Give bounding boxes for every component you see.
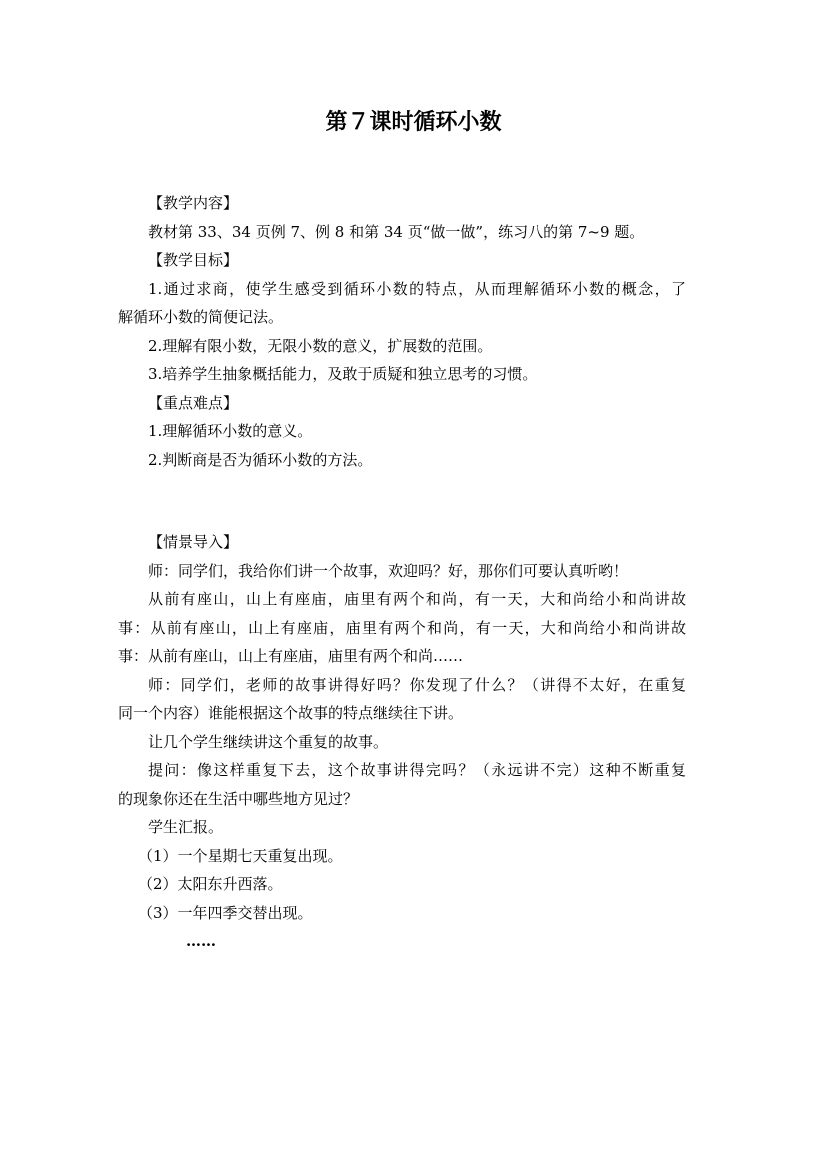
ellipsis-text: …… [186, 932, 216, 950]
paragraph-teacher-1: 师：同学们，我给你们讲一个故事，欢迎吗？好，那你们可要认真听哟！ [148, 561, 629, 580]
goal-1-line-2: 解循环小数的简便记法。 [118, 308, 284, 326]
section-heading-key: 【重点难点】 [148, 393, 239, 412]
paragraph-students-continue: 让几个学生继续讲这个重复的故事。 [148, 732, 389, 751]
section-spacer [148, 474, 686, 528]
key-point-1: 1.理解循环小数的意义。 [148, 422, 313, 440]
paragraph-story-line-3: 事：从前有座山，山上有座庙，庙里有两个和尚…… [118, 647, 464, 665]
paragraph-teacher-2-line-2: 同一个内容）谁能根据这个故事的特点继续往下讲。 [118, 704, 464, 722]
page-title: 第７课时循环小数 [325, 110, 502, 135]
section-heading-intro: 【情景导入】 [148, 533, 239, 551]
paragraph-question-line-2: 的现象你还在生活中哪些地方见过？ [118, 789, 359, 808]
document-body [118, 189, 686, 956]
goal-3: 3.培养学生抽象概括能力，及敢于质疑和独立思考的习惯。 [148, 365, 538, 383]
paragraph-story-line-1: 从前有座山，山上有座庙，庙里有两个和尚，有一天，大和尚给小和尚讲故 [148, 590, 686, 608]
list-item-3: （3）一年四季交替出现。 [138, 903, 313, 922]
goal-1-line-1: 1.通过求商，使学生感受到循环小数的特点，从而理解循环小数的概念，了 [148, 279, 686, 298]
paragraph-students-report: 学生汇报。 [148, 818, 224, 836]
list-item-2: （2）太阳东升西落。 [138, 875, 283, 893]
section-heading-goals: 【教学目标】 [148, 251, 239, 269]
paragraph-teacher-2-line-1: 师：同学们，老师的故事讲得好吗？你发现了什么？（讲得不太好，在重复 [148, 675, 686, 694]
content-text: 教材第 33、34 页例 7、例 8 和第 34 页“做一做”，练习八的第 7~9 题。 [148, 222, 645, 241]
list-item-1: （1）一个星期七天重复出现。 [138, 846, 343, 865]
goal-2: 2.理解有限小数，无限小数的意义，扩展数的范围。 [148, 336, 493, 355]
key-point-2: 2.判断商是否为循环小数的方法。 [148, 450, 373, 469]
section-heading-content: 【教学内容】 [148, 194, 239, 212]
paragraph-story-line-2: 事：从前有座山，山上有座庙，庙里有两个和尚，有一天，大和尚给小和尚讲故 [118, 618, 686, 637]
paragraph-question-line-1: 提问：像这样重复下去，这个故事讲得完吗？（永远讲不完）这种不断重复 [148, 761, 686, 779]
